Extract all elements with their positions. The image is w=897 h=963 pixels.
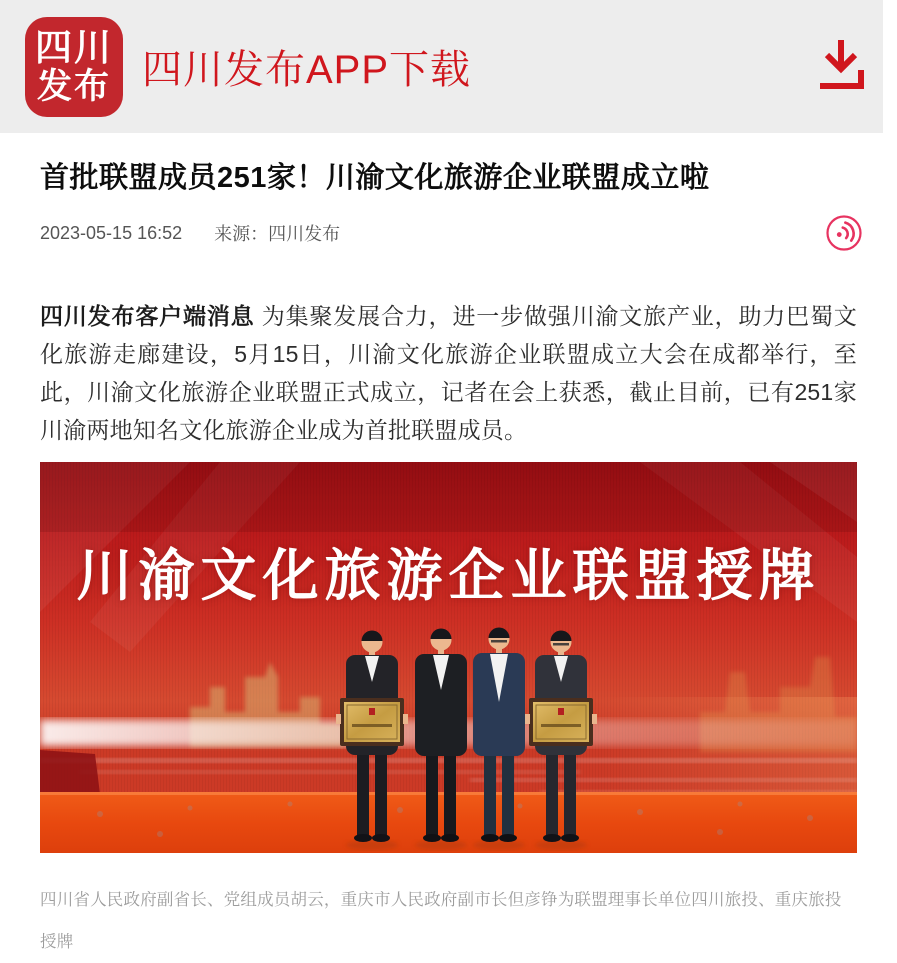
photo-caption: 四川省人民政府副省长、党组成员胡云，重庆市人民政府副市长但彦铮为联盟理事长单位四川旅投、重庆旅投授牌	[40, 891, 842, 951]
audio-listen-icon	[825, 214, 863, 252]
sichuan-fabu-logo[interactable]	[25, 17, 123, 117]
app-download-title[interactable]: 四川发布APP下载	[142, 48, 472, 92]
article-meta	[40, 214, 857, 252]
listen-button[interactable]	[825, 214, 863, 252]
app-download-banner	[0, 0, 883, 133]
photo-banner-text: 川渝文化旅游企业联盟授牌	[76, 544, 821, 607]
download-icon	[817, 36, 865, 92]
publish-date: 2023-05-15 16:52	[40, 222, 183, 243]
source-label: 来源：四川发布	[214, 224, 341, 244]
article	[0, 158, 897, 963]
body-lead: 四川发布客户端消息	[40, 303, 255, 329]
body-text: 为集聚发展合力，进一步做强川渝文旅产业，助力巴蜀文化旅游走廊建设，5月15日，川渝文化旅游企业联盟成立大会在成都举行，至此，川渝文化旅游企业联盟正式成立，记者在会上获悉，截止目前，已有251家川渝两地知名文化旅游企业成为首批联盟成员。	[40, 303, 858, 443]
download-button[interactable]	[817, 36, 865, 92]
article-photo	[40, 462, 857, 853]
photo-scene	[40, 462, 857, 853]
logo-text-line2: 发布	[36, 67, 111, 107]
article-title: 首批联盟成员251家！川渝文化旅游企业联盟成立啦	[40, 162, 710, 194]
article-body	[40, 297, 857, 449]
logo-text-line1: 四川	[35, 27, 113, 69]
